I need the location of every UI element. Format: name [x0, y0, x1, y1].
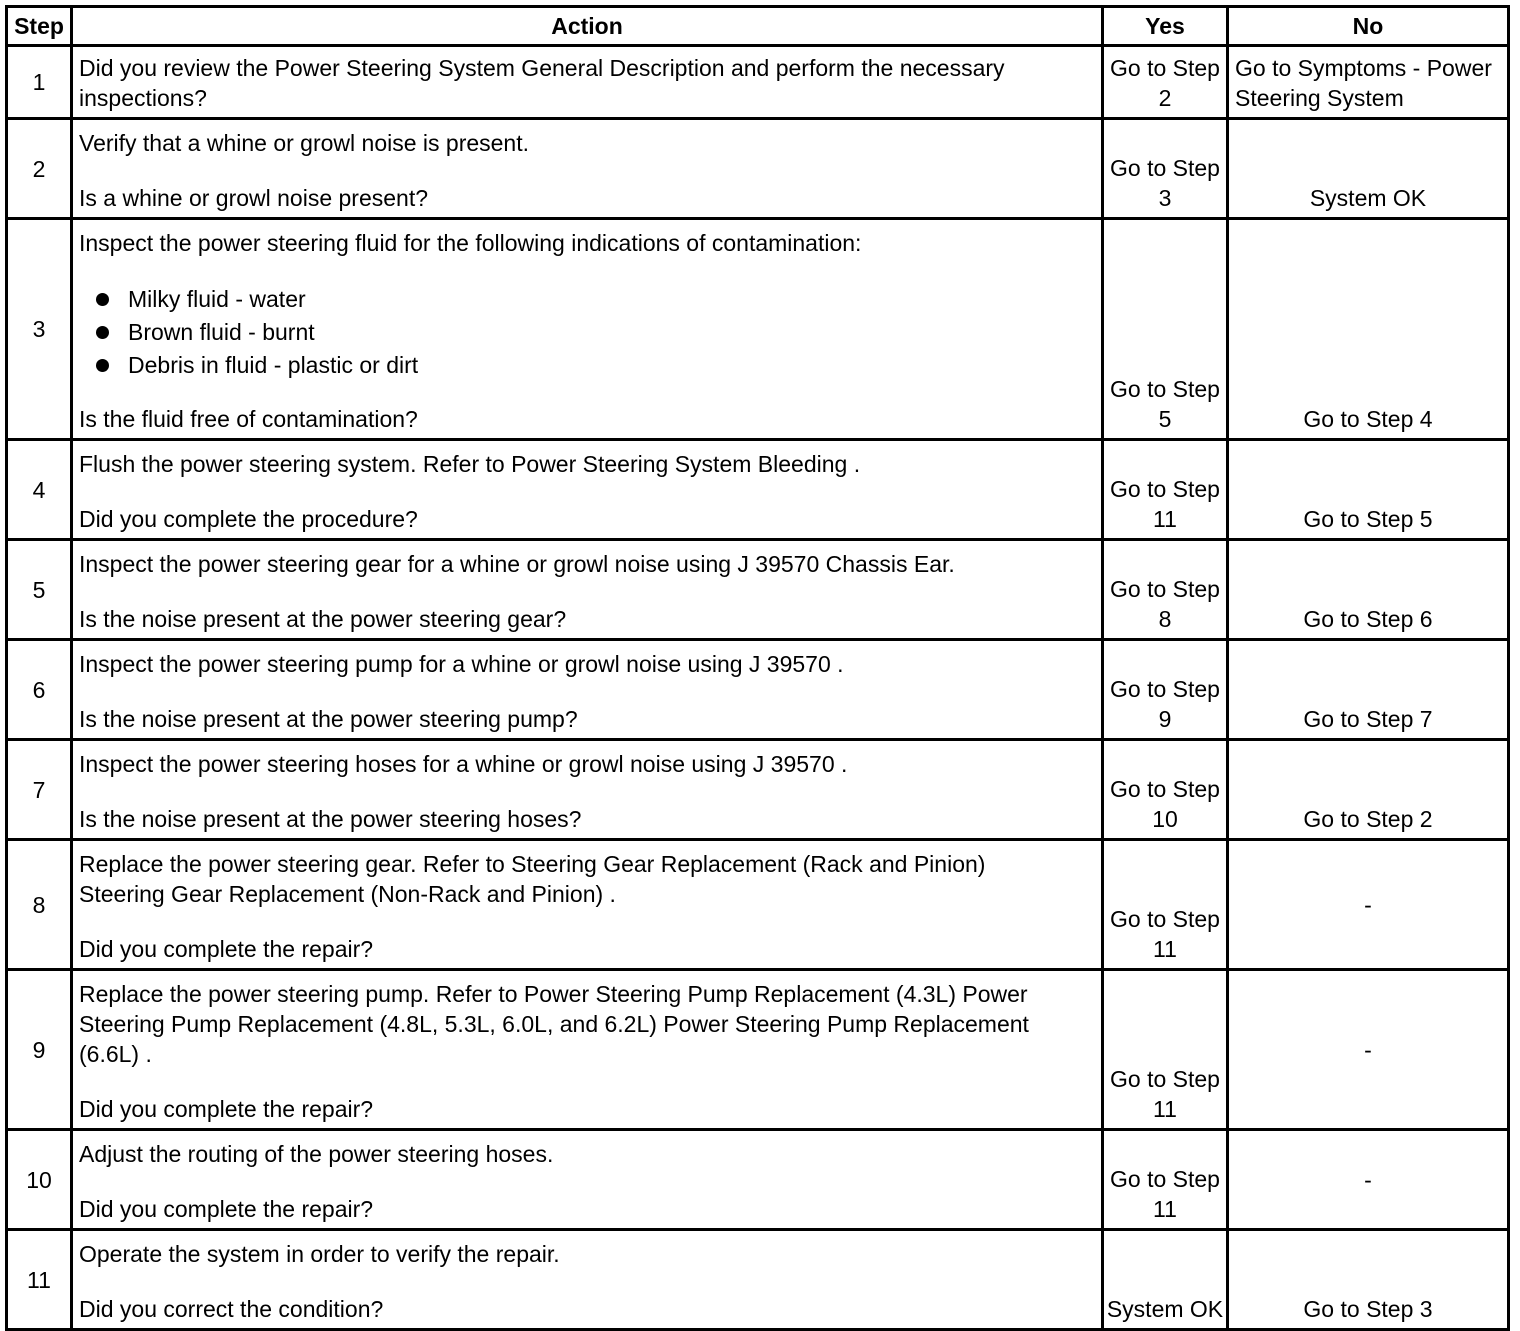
- yes-result: System OK: [1103, 1230, 1228, 1330]
- action-question: Did you complete the repair?: [79, 1196, 374, 1222]
- no-result: Go to Step 5: [1228, 440, 1509, 540]
- step-number: 2: [7, 119, 72, 219]
- action-question: Is the fluid free of contamination?: [79, 406, 418, 432]
- no-result: System OK: [1228, 119, 1509, 219]
- yes-result: Go to Step 11: [1103, 440, 1228, 540]
- action-cell: [72, 970, 1103, 1130]
- table-header-row: [7, 7, 1509, 46]
- yes-result: Go to Step 11: [1103, 970, 1228, 1130]
- table-row: [7, 1230, 1509, 1330]
- action-question: Did you complete the procedure?: [79, 506, 418, 532]
- header-step: Step: [7, 7, 72, 46]
- list-item: [79, 283, 1095, 316]
- diagnostic-table: [5, 5, 1510, 1331]
- list-item-text: Brown fluid - burnt: [128, 319, 315, 345]
- action-question: Did you correct the condition?: [79, 1296, 384, 1322]
- action-text: Did you review the Power Steering System General Description and perform the necessary inspections?: [72, 46, 1103, 119]
- list-item: [79, 316, 1095, 349]
- list-item: [79, 349, 1095, 382]
- table-row: [7, 540, 1509, 640]
- no-result: Go to Step 7: [1228, 640, 1509, 740]
- action-text: Inspect the power steering fluid for the following indications of contamination:: [79, 230, 862, 256]
- action-cell: [72, 840, 1103, 970]
- action-cell: [72, 640, 1103, 740]
- action-text: Inspect the power steering pump for a whine or growl noise using J 39570 .: [79, 651, 844, 677]
- header-no: No: [1228, 7, 1509, 46]
- step-number: 8: [7, 840, 72, 970]
- action-question: Did you complete the repair?: [79, 936, 374, 962]
- action-text: Adjust the routing of the power steering hoses.: [79, 1141, 554, 1167]
- no-result: Go to Symptoms - Power Steering System: [1228, 46, 1509, 119]
- action-text: Verify that a whine or growl noise is present.: [79, 130, 530, 156]
- action-question: Is the noise present at the power steering pump?: [79, 706, 578, 732]
- header-action: Action: [72, 7, 1103, 46]
- action-text: Inspect the power steering hoses for a whine or growl noise using J 39570 .: [79, 751, 848, 777]
- yes-result: Go to Step 3: [1103, 119, 1228, 219]
- step-number: 1: [7, 46, 72, 119]
- action-question: Is a whine or growl noise present?: [79, 185, 429, 211]
- table-row: [7, 219, 1509, 440]
- no-result: Go to Step 6: [1228, 540, 1509, 640]
- action-text: Replace the power steering pump. Refer to Power Steering Pump Replacement (4.3L) Power Steering Pump Replacement (4.8L, 5.3L, 6.0L, and 6.2L) Power Steering Pump Replacement (6.6L) .: [79, 981, 1029, 1067]
- action-text: Replace the power steering gear. Refer to Steering Gear Replacement (Rack and Pinion) Steering Gear Replacement (Non-Rack and Pinion) .: [79, 851, 986, 907]
- action-cell: [72, 1130, 1103, 1230]
- action-cell: [72, 540, 1103, 640]
- no-result: Go to Step 3: [1228, 1230, 1509, 1330]
- bullet-icon: [96, 293, 109, 306]
- yes-result: Go to Step 5: [1103, 219, 1228, 440]
- no-result: -: [1228, 970, 1509, 1130]
- yes-result: Go to Step 8: [1103, 540, 1228, 640]
- step-number: 11: [7, 1230, 72, 1330]
- yes-result: Go to Step 11: [1103, 1130, 1228, 1230]
- table-row: [7, 640, 1509, 740]
- bullet-icon: [96, 359, 109, 372]
- contamination-list: [79, 283, 1095, 382]
- no-result: -: [1228, 1130, 1509, 1230]
- action-question: Is the noise present at the power steering gear?: [79, 606, 567, 632]
- step-number: 7: [7, 740, 72, 840]
- list-item-text: Debris in fluid - plastic or dirt: [128, 352, 419, 378]
- bullet-icon: [96, 326, 109, 339]
- step-number: 3: [7, 219, 72, 440]
- step-number: 6: [7, 640, 72, 740]
- table-row: [7, 740, 1509, 840]
- action-cell: [72, 740, 1103, 840]
- yes-result: Go to Step 2: [1103, 46, 1228, 119]
- step-number: 10: [7, 1130, 72, 1230]
- no-result: Go to Step 2: [1228, 740, 1509, 840]
- action-text: Flush the power steering system. Refer to Power Steering System Bleeding .: [79, 451, 861, 477]
- action-cell: [72, 1230, 1103, 1330]
- action-text: Inspect the power steering gear for a whine or growl noise using J 39570 Chassis Ear.: [79, 551, 955, 577]
- table-row: [7, 46, 1509, 119]
- table-row: [7, 970, 1509, 1130]
- table-row: [7, 840, 1509, 970]
- yes-result: Go to Step 11: [1103, 840, 1228, 970]
- no-result: Go to Step 4: [1228, 219, 1509, 440]
- yes-result: Go to Step 10: [1103, 740, 1228, 840]
- step-number: 4: [7, 440, 72, 540]
- table-row: [7, 119, 1509, 219]
- header-yes: Yes: [1103, 7, 1228, 46]
- no-result: -: [1228, 840, 1509, 970]
- action-question: Is the noise present at the power steering hoses?: [79, 806, 582, 832]
- step-number: 9: [7, 970, 72, 1130]
- action-text: Operate the system in order to verify the repair.: [79, 1241, 560, 1267]
- action-cell: [72, 440, 1103, 540]
- table-row: [7, 440, 1509, 540]
- table-row: [7, 1130, 1509, 1230]
- yes-result: Go to Step 9: [1103, 640, 1228, 740]
- action-question: Did you complete the repair?: [79, 1096, 374, 1122]
- step-number: 5: [7, 540, 72, 640]
- list-item-text: Milky fluid - water: [128, 286, 306, 312]
- action-cell: [72, 119, 1103, 219]
- action-cell: [72, 219, 1103, 440]
